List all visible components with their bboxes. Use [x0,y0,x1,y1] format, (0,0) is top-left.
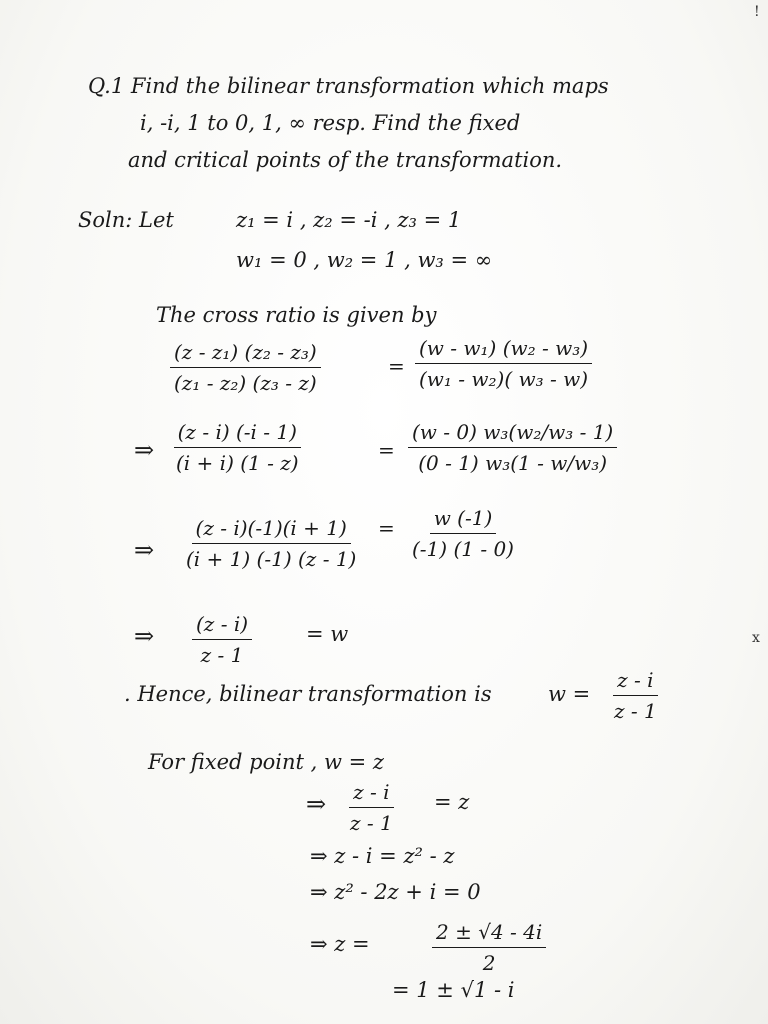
step1-lhs-num: (z - i) (-i - 1) [174,420,301,448]
step2-lhs-den: (i + 1) (-1) (z - 1) [186,547,357,571]
fixed-eq4-fraction [432,920,546,975]
implies-arrow: ⇒ [306,790,327,818]
cross-ratio-rhs [415,336,592,391]
cross-ratio-rhs-den: (w₁ - w₂)( w₃ - w) [419,367,589,391]
fixed-eq1-rhs: = z [434,790,470,814]
solution-label: Soln: Let [78,208,174,232]
step2-rhs [408,506,518,561]
fixed-eq4-den: 2 [482,951,496,975]
question-line-2: i, -i, 1 to 0, 1, ∞ resp. Find the fixed [140,111,521,135]
step1-rhs [408,420,617,475]
step1-rhs-num: (w - 0) w₃(w₂/w₃ - 1) [408,420,617,448]
fixed-eq5: = 1 ± √1 - i [392,978,515,1002]
margin-mark-top-right: ! [754,4,760,20]
question-line-3: and critical points of the transformation. [128,148,563,172]
step3-rhs: = w [306,622,349,646]
cross-ratio-lhs-num: (z - z₁) (z₂ - z₃) [170,340,321,368]
step3-lhs-den: z - 1 [200,643,244,667]
hence-text: . Hence, bilinear transformation is [124,682,492,706]
hence-num: z - i [613,668,657,696]
step2-lhs [182,516,360,571]
fixed-eq2: ⇒ z - i = z² - z [310,844,455,868]
fixed-eq4-lhs: ⇒ z = [310,932,370,956]
cross-ratio-intro: The cross ratio is given by [156,303,437,327]
equals-sign: = [378,438,395,462]
cross-ratio-rhs-num: (w - w₁) (w₂ - w₃) [415,336,592,364]
margin-mark-right: x [752,630,760,646]
fixed-eq4-num: 2 ± √4 - 4i [432,920,546,948]
hence-den: z - 1 [614,699,657,723]
step2-lhs-num: (z - i)(-1)(i + 1) [192,516,351,544]
cross-ratio-lhs [170,340,321,395]
z-values: z₁ = i , z₂ = -i , z₃ = 1 [236,208,462,232]
step2-rhs-den: (-1) (1 - 0) [412,537,514,561]
w-values: w₁ = 0 , w₂ = 1 , w₃ = ∞ [236,248,493,272]
fixed-intro: For fixed point , w = z [148,750,384,774]
implies-arrow: ⇒ [134,536,155,564]
step2-rhs-num: w (-1) [430,506,497,534]
fixed-eq1-fraction [346,780,397,835]
step1-lhs-den: (i + i) (1 - z) [176,451,299,475]
step1-rhs-den: (0 - 1) w₃(1 - w/w₃) [418,451,608,475]
implies-arrow: ⇒ [134,622,155,650]
implies-arrow: ⇒ [134,436,155,464]
equals-sign: = [388,354,405,378]
step1-lhs [172,420,303,475]
hence-fraction [610,668,661,723]
fixed-eq1-num: z - i [349,780,393,808]
step3-lhs [192,612,252,667]
cross-ratio-lhs-den: (z₁ - z₂) (z₃ - z) [174,371,317,395]
fixed-eq3: ⇒ z² - 2z + i = 0 [310,880,481,904]
fixed-eq1-den: z - 1 [350,811,393,835]
equals-sign: = [378,516,395,540]
question-line-1: Q.1 Find the bilinear transformation which maps [88,74,609,98]
step3-lhs-num: (z - i) [192,612,252,640]
hence-w-eq: w = [548,682,591,706]
